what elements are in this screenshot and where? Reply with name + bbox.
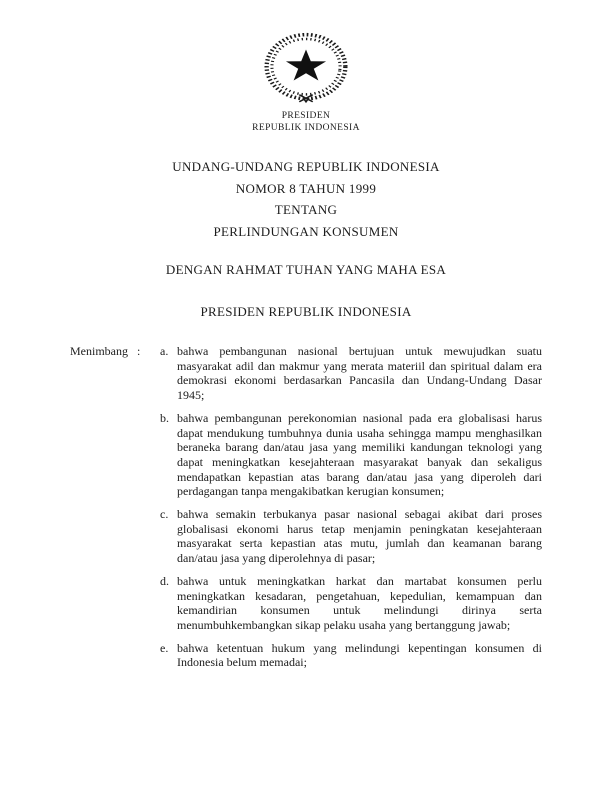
item-text: bahwa ketentuan hukum yang melindungi kepentingan konsumen di Indonesia belum memadai; bbox=[177, 640, 542, 670]
considerations-section bbox=[70, 344, 542, 678]
item-letter: d. bbox=[160, 573, 169, 588]
item-letter: e. bbox=[160, 640, 169, 655]
consideration-item-e bbox=[160, 641, 542, 670]
authority-line: PRESIDEN REPUBLIK INDONESIA bbox=[200, 304, 412, 319]
item-letter: c. bbox=[160, 507, 169, 522]
title-line-1: UNDANG-UNDANG REPUBLIK INDONESIA bbox=[172, 159, 440, 174]
star-wreath-icon bbox=[258, 30, 354, 108]
item-letter: b. bbox=[160, 410, 169, 425]
considerations-list bbox=[160, 344, 542, 678]
title-line-4: PERLINDUNGAN KONSUMEN bbox=[213, 223, 399, 239]
item-text: bahwa semakin terbukanya pasar nasional sebagai akibat dari proses globalisasi ekonomi harus tetap menjamin peningkatan kesejahteraan masyarakat serta kepastian atas mutu, jumlah dan keamanan barang dan/atau jasa yang diperolehnya di pasar; bbox=[177, 507, 542, 566]
letterhead-republik-indonesia: REPUBLIK INDONESIA bbox=[252, 122, 360, 133]
item-letter: a. bbox=[160, 344, 169, 358]
title-line-2: NOMOR 8 TAHUN 1999 bbox=[235, 180, 377, 196]
consideration-item-c bbox=[160, 507, 542, 566]
document-title-block bbox=[0, 156, 612, 242]
letterhead-presiden: PRESIDEN bbox=[281, 111, 331, 121]
consideration-item-d bbox=[160, 574, 542, 633]
item-text: bahwa pembangunan nasional bertujuan untuk mewujudkan suatu masyarakat adil dan makmur yang merata materiil dan spiritual dalam era demokrasi ekonomi berdasarkan Pancasila dan Undang-Undang Dasar 1945; bbox=[177, 344, 542, 403]
considerations-label: Menimbang bbox=[70, 344, 128, 358]
item-text: bahwa pembangunan perekonomian nasional pada era globalisasi harus dapat mendukung tumbuhnya dunia usaha sehingga mampu menghasilkan beraneka barang dan/atau jasa yang memiliki kandungan teknologi yang dapat meningkatkan kesejahteraan masyarakat banyak dan sekaligus mendapatkan kepastian atas barang dan/atau jasa yang diperoleh dari perdagangan tanpa mengakibatkan kerugian konsumen; bbox=[177, 410, 542, 499]
consideration-item-a bbox=[160, 344, 542, 403]
letterhead bbox=[0, 111, 612, 134]
consideration-item-b bbox=[160, 411, 542, 499]
presidential-emblem bbox=[0, 30, 612, 108]
considerations-colon: : bbox=[137, 344, 141, 358]
item-text: bahwa untuk meningkatkan harkat dan martabat konsumen perlu meningkatkan kesadaran, pengetahuan, kepedulian, kemampuan dan kemandirian konsumen untuk melindungi dirinya serta menumbuhkembangkan sikap pelaku usaha yang bertanggung jawab; bbox=[177, 573, 542, 632]
invocation-line: DENGAN RAHMAT TUHAN YANG MAHA ESA bbox=[165, 262, 447, 277]
title-line-3: TENTANG bbox=[274, 202, 338, 217]
